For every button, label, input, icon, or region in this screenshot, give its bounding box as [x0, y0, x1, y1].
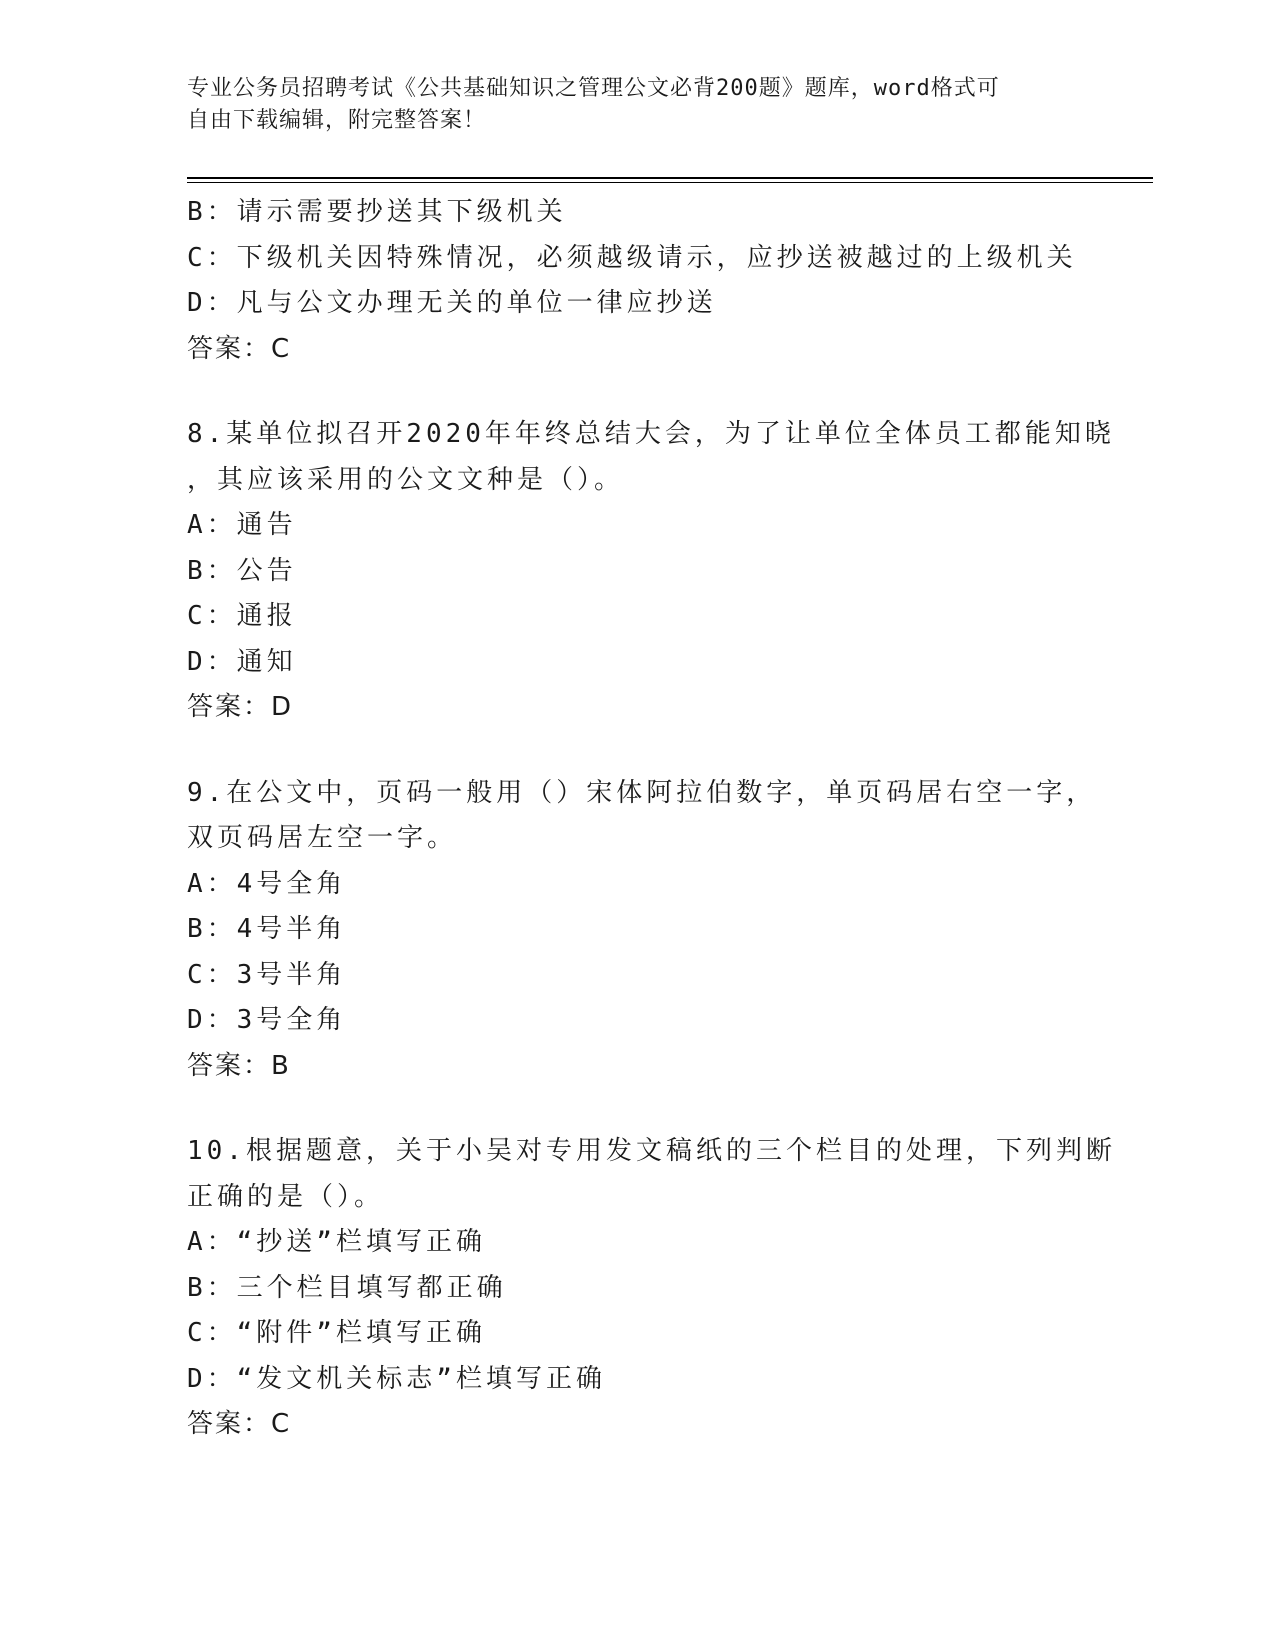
option-d: D：凡与公文办理无关的单位一律应抄送	[187, 288, 717, 318]
question-text-line-2: 正确的是（）。	[187, 1181, 385, 1212]
option-a: A：通告	[187, 510, 297, 540]
answer: 答案：D	[187, 692, 294, 722]
question-8	[187, 412, 1115, 731]
option-c: C：3号半角	[187, 959, 347, 990]
question-10	[187, 1129, 1116, 1448]
option-b: B：公告	[187, 555, 297, 586]
option-a: A：4号全角	[187, 868, 347, 899]
option-d: D：3号全角	[187, 1005, 347, 1035]
option-d: D：“发文机关标志”栏填写正确	[187, 1363, 606, 1394]
header-divider-thin	[187, 182, 1153, 183]
answer: 答案：C	[187, 333, 292, 364]
answer: 答案：C	[187, 1409, 292, 1439]
previous-question-block	[187, 190, 1087, 372]
option-a: A：“抄送”栏填写正确	[187, 1227, 486, 1257]
option-c: C：通报	[187, 601, 297, 631]
answer: 答案：B	[187, 1050, 291, 1081]
question-text-line-1: 9.在公文中，页码一般用（）宋体阿拉伯数字，单页码居右空一字，	[187, 777, 1097, 808]
question-9	[187, 771, 1097, 1090]
header-line-1: 专业公务员招聘考试《公共基础知识之管理公文必背200题》题库，word格式可	[187, 76, 1000, 101]
option-d: D：通知	[187, 646, 297, 677]
option-c: C：“附件”栏填写正确	[187, 1318, 486, 1348]
option-c: C：下级机关因特殊情况，必须越级请示，应抄送被越过的上级机关	[187, 242, 1077, 273]
question-text-line-1: 10.根据题意，关于小吴对专用发文稿纸的三个栏目的处理，下列判断	[187, 1136, 1116, 1166]
option-b: B：请示需要抄送其下级机关	[187, 197, 567, 227]
question-text-line-2: 双页码居左空一字。	[187, 823, 458, 853]
header-divider-thick	[187, 177, 1153, 179]
header-line-2: 自由下载编辑，附完整答案！	[187, 108, 487, 133]
document-header	[187, 73, 1067, 137]
question-text-line-2: ，其应该采用的公文文种是（）。	[187, 464, 625, 495]
option-b: B：三个栏目填写都正确	[187, 1272, 507, 1303]
question-content	[187, 190, 1116, 1448]
option-b: B：4号半角	[187, 914, 347, 944]
question-text-line-1: 8.某单位拟召开2020年年终总结大会，为了让单位全体员工都能知晓	[187, 419, 1115, 449]
